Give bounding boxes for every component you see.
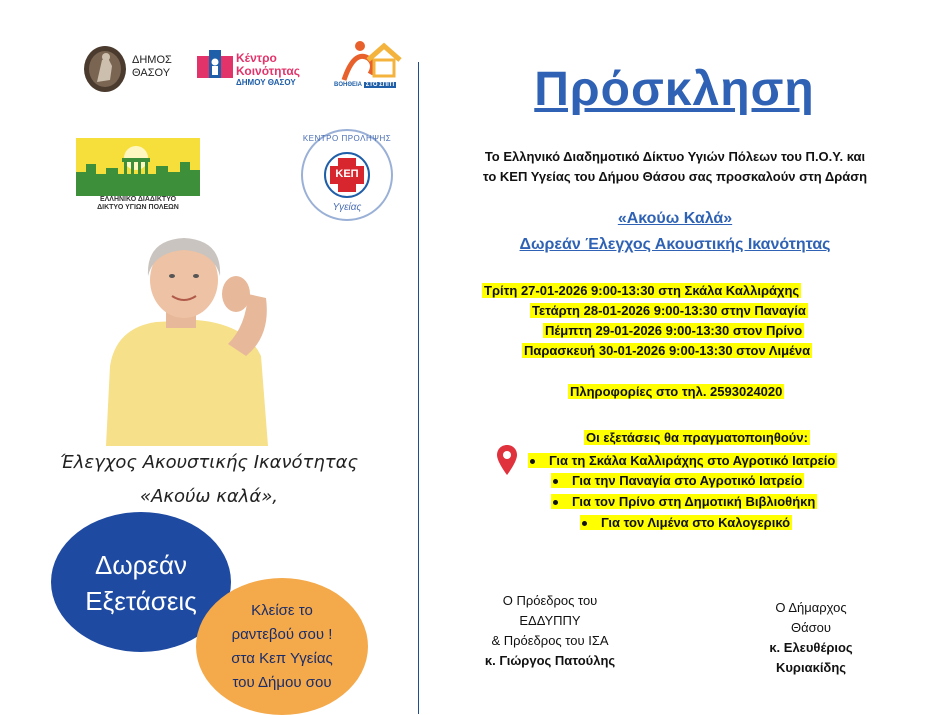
ancient-coin-icon [82, 44, 128, 94]
sig-left-name: κ. Γιώργος Πατούλης [484, 653, 616, 668]
sig-right-line1: Ο Δήμαρχος [775, 600, 847, 615]
network-line2: ΔΙΚΤΥΟ ΥΓΙΩΝ ΠΟΛΕΩΝ [97, 204, 179, 211]
exams-heading: Οι εξετάσεις θα πραγματοποιηθούν: [586, 430, 808, 445]
sig-left-line1: Ο Πρόεδρος του [502, 593, 598, 608]
kentro-sub: ΔΗΜΟΥ ΘΑΣΟΥ [236, 78, 296, 87]
bullet-icon [530, 459, 535, 464]
intro-text [440, 147, 910, 187]
book-line2: ραντεβού σου ! [231, 626, 333, 643]
dimos-thasou-logo [82, 42, 182, 98]
left-caption-line1: Έλεγχος Ακουστικής Ικανότητας [59, 452, 359, 473]
kentro-koinotitas-logo [197, 46, 307, 92]
info-phone: Πληροφορίες στο τηλ. 2593024020 [570, 384, 783, 399]
home-help-icon [334, 40, 404, 82]
sig-left-line3: & Πρόεδρος του ΙΣΑ [491, 633, 609, 648]
signature-left [470, 591, 630, 671]
book-line1: Κλείσε το [251, 602, 313, 619]
network-line1: ΕΛΛΗΝΙΚΟ ΔΙΑΔΙΚΤΥΟ [99, 196, 177, 203]
schedule-item: Τρίτη 27-01-2026 9:00-13:30 στη Σκάλα Καλλιράχης [484, 283, 800, 298]
schedule-item: Πέμπτη 29-01-2026 9:00-13:30 στον Πρίνο [545, 323, 803, 338]
elderly-woman-listening-image [96, 236, 296, 446]
voitheia-text: ΒΟΗΘΕΙΑ [334, 82, 363, 88]
location-item: Για την Παναγία στο Αγροτικό Ιατρείο [572, 473, 803, 488]
bullet-icon [553, 500, 558, 505]
page-title: Πρόσκληση [534, 63, 815, 116]
kep-bottom-text: Υγείας [332, 202, 362, 213]
kentro-line1: Κέντρο [236, 51, 277, 65]
location-item: Για τη Σκάλα Καλλιράχης στο Αγροτικό Ιατρείο [549, 453, 836, 468]
event-name: «Ακούω Καλά» [617, 210, 733, 227]
kep-ygeias-logo [300, 128, 394, 222]
bullet-icon [553, 479, 558, 484]
intro-line2: το ΚΕΠ Υγείας του Δήμου Θάσου σας προσκαλούν στη Δράση [482, 169, 868, 184]
sig-right-name1: κ. Ελευθέριος [769, 640, 853, 655]
location-pin-icon [497, 445, 517, 475]
community-center-icon [197, 46, 233, 80]
signature-right [736, 598, 886, 678]
sig-right-name2: Κυριακίδης [775, 660, 847, 675]
location-item: Για τον Λιμένα στο Καλογερικό [601, 515, 791, 530]
free-line1: Δωρεάν [94, 550, 188, 580]
book-line4: του Δήμου σου [232, 674, 332, 691]
book-line3: στα Κεπ Υγείας [231, 650, 333, 667]
kep-top-text: ΚΕΝΤΡΟ ΠΡΟΛΗΨΗΣ [302, 134, 392, 143]
column-divider [418, 62, 419, 714]
location-item: Για τον Πρίνο στη Δημοτική Βιβλιοθήκη [572, 494, 816, 509]
sig-right-line2: Θάσου [791, 620, 831, 635]
schedule-item: Τετάρτη 28-01-2026 9:00-13:30 στην Παναγία [532, 303, 806, 318]
book-appointment-badge [196, 578, 368, 715]
bullet-icon [582, 521, 587, 526]
event-subtitle: Δωρεάν Έλεγχος Ακουστικής Ικανότητας [519, 236, 831, 253]
sto-spiti-text: ΣΤΟ ΣΠΙΤΙ [365, 82, 395, 88]
dimos-line1: ΔΗΜΟΣ [132, 54, 172, 66]
dimos-line2: ΘΑΣΟΥ [132, 67, 171, 79]
voitheia-sto-spiti-logo [330, 40, 420, 96]
kentro-line2: Κοινότητας [236, 64, 301, 78]
sig-left-line2: ΕΔΔΥΠΠΥ [519, 613, 581, 628]
left-caption-line2: «Ακούω καλά», [139, 486, 279, 507]
intro-line1: Το Ελληνικό Διαδημοτικό Δίκτυο Υγιών Πόλεων του Π.Ο.Υ. και [484, 149, 866, 164]
free-line2: Εξετάσεις [85, 586, 197, 616]
kep-center-text: ΚΕΠ [335, 168, 359, 180]
healthy-cities-network-logo [76, 138, 200, 214]
city-skyline-icon [76, 138, 200, 196]
schedule-item: Παρασκευή 30-01-2026 9:00-13:30 στον Λιμένα [524, 343, 811, 358]
